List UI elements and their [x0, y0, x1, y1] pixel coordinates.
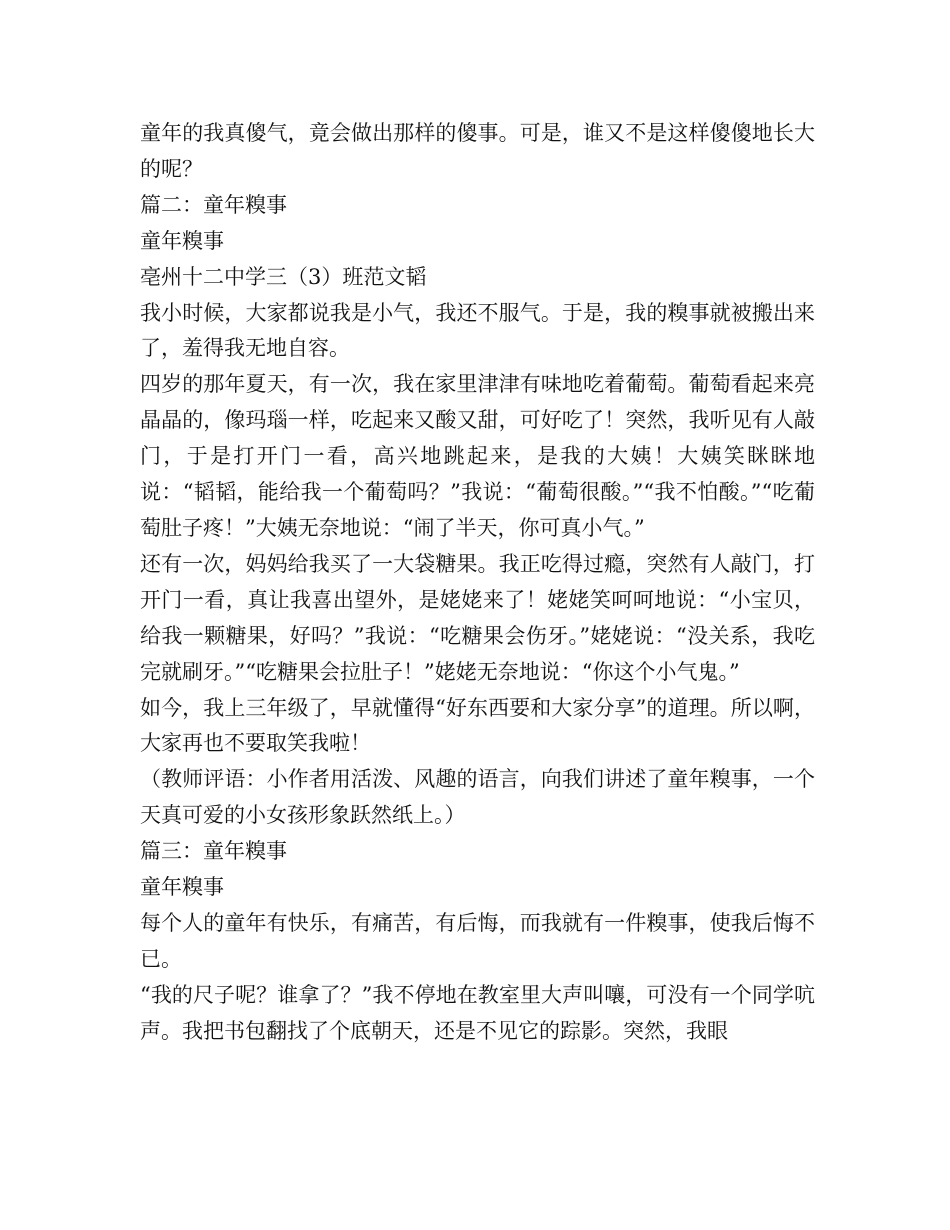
document-page: [140, 116, 815, 1050]
paragraph-candy: 还有一次，妈妈给我买了一大袋糖果。我正吃得过瘾，突然有人敲门，打开门一看，真让我喜出望外，是姥姥来了！姥姥笑呵呵地说：“小宝贝，给我一颗糖果，好吗？”我说：“吃糖果会伤牙。”姥姥说：“没关系，我吃完就刷牙。”“吃糖果会拉肚子！”姥姥无奈地说：“你这个小气鬼。”: [140, 551, 815, 684]
paragraph-intro-2: 我小时候，大家都说我是小气，我还不服气。于是，我的糗事就被搬出来了，羞得我无地自容。: [140, 300, 815, 361]
paragraph-ruler: “我的尺子呢？谁拿了？”我不停地在教室里大声叫嚷，可没有一个同学吭声。我把书包翻找了个底朝天，还是不见它的踪影。突然，我眼: [140, 982, 815, 1043]
paragraph-sharing: 如今，我上三年级了，早就懂得“好东西要和大家分享”的道理。所以啊，大家再也不要取笑我啦！: [140, 695, 815, 756]
section-heading-2: 篇二：童年糗事: [140, 192, 287, 217]
essay-author-2: 亳州十二中学三（3）班范文韬: [140, 264, 427, 289]
paragraph-intro-3: 每个人的童年有快乐，有痛苦，有后悔，而我就有一件糗事，使我后悔不已。: [140, 910, 815, 971]
section-heading-3: 篇三：童年糗事: [140, 839, 287, 864]
paragraph-grapes: 四岁的那年夏天，有一次，我在家里津津有味地吃着葡萄。葡萄看起来亮晶晶的，像玛瑙一样，吃起来又酸又甜，可好吃了！突然，我听见有人敲门，于是打开门一看，高兴地跳起来，是我的大姨！大姨笑眯眯地说：“韬韬，能给我一个葡萄吗？”我说：“葡萄很酸。”“我不怕酸。”“吃葡萄肚子疼！”大姨无奈地说：“闹了半天，你可真小气。”: [140, 372, 815, 540]
essay-title-3: 童年糗事: [140, 875, 224, 900]
paragraph-conclusion: 童年的我真傻气，竟会做出那样的傻事。可是，谁又不是这样傻傻地长大的呢？: [140, 121, 815, 181]
essay-title-2: 童年糗事: [140, 228, 224, 253]
teacher-comment: （教师评语：小作者用活泼、风趣的语言，向我们讲述了童年糗事，一个天真可爱的小女孩形象跃然纸上。）: [140, 767, 815, 828]
